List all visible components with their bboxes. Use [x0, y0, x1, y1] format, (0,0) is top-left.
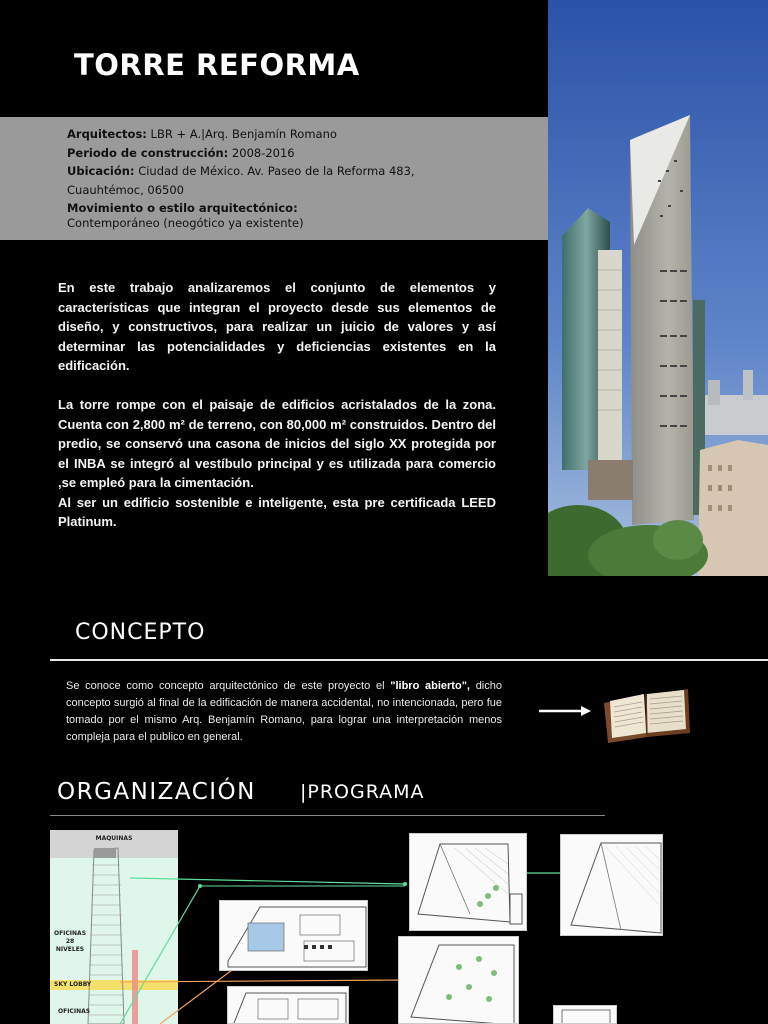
concept-divider [50, 659, 768, 661]
style-value: Contemporáneo (neogótico ya existente) [67, 216, 304, 230]
info-band [0, 117, 548, 240]
label-oficinas-niveles: NIVELES [55, 946, 85, 953]
floor-plan-4-drawing [399, 937, 519, 1024]
floor-plan-1 [409, 833, 527, 931]
label-oficinas-num: 28 [65, 938, 75, 945]
label-oficinas: OFICINAS [53, 930, 87, 937]
description-paragraph-3: Al ser un edificio sostenible e inteligente, esta pre certificada LEED Platinum. [58, 494, 496, 529]
style-row [67, 201, 527, 216]
floor-plan-5-drawing [228, 987, 349, 1024]
floor-plan-5 [227, 986, 349, 1024]
label-sky-lobby: SKY LOBBY [54, 981, 92, 988]
floor-plan-6 [553, 1005, 617, 1024]
program-subtitle: |PROGRAMA [300, 781, 425, 803]
location-label: Ubicación: [67, 164, 135, 178]
location-row [67, 162, 527, 181]
arrow-right-icon [537, 703, 593, 719]
description-paragraph-1: En este trabajo analizaremos el conjunto de elementos y características que integran el proyecto desde sus elementos de diseño, y constructivos, para realizar un juicio de valores y así determinar las potencialidades y deficiencias existentes en la edificación. [58, 280, 496, 373]
floor-plan-1-drawing [410, 834, 527, 931]
label-oficinas-lower: OFICINAS [58, 1008, 91, 1015]
floor-plan-6-drawing [554, 1006, 617, 1024]
description-paragraph-2: La torre rompe con el paisaje de edificios acristalados de la zona. Cuenta con 2,800 m² de terreno, con 80,000 m² construidos. Dentro del predio, se conservó una casona de inicios del siglo XX protegida por el INBA se integró al vestíbulo principal y es utilizada para comercio ,se empleó para la cimentación. [58, 397, 496, 490]
label-maquinas: MAQUINAS [95, 835, 133, 842]
floor-plan-3-drawing [220, 901, 368, 971]
location-value-2: Cuauhtémoc, 06500 [67, 182, 184, 197]
tower-photo-illustration [548, 0, 768, 576]
period-label: Periodo de construcción: [67, 145, 229, 160]
organization-divider [50, 815, 605, 816]
description [58, 278, 496, 551]
organization-title: ORGANIZACIÓN [57, 779, 256, 805]
concept-text-bold: "libro abierto", [390, 680, 470, 692]
info-list [67, 125, 527, 230]
concept-title: CONCEPTO [75, 620, 206, 645]
style-value-row [67, 216, 527, 230]
architects-value: LBR + A.|Arq. Benjamín Romano [146, 127, 337, 141]
floor-plan-2 [560, 834, 663, 936]
concept-text-b: dicho concepto surgió al final de la edificación de manera accidental, no intencionada, pero fue tomado por el mismo Arq. Benjamín Romano, para lograr una interpretación menos compleja para el publico en general. [66, 680, 502, 743]
period-row [67, 144, 527, 163]
location-value: Ciudad de México. Av. Paseo de la Reforma 483, [134, 164, 415, 178]
floor-plan-3 [219, 900, 368, 971]
tower-photo [548, 0, 768, 576]
location-row-2 [67, 181, 527, 200]
concept-text-a: Se conoce como concepto arquitectónico de este proyecto el [66, 680, 391, 692]
floor-plan-4 [398, 936, 519, 1024]
concept-text [66, 678, 502, 746]
style-label: Movimiento o estilo arquitectónico: [67, 201, 298, 215]
page-title: TORRE REFORMA [74, 48, 360, 82]
open-book-icon [600, 685, 694, 747]
period-value: 2008-2016 [228, 145, 295, 160]
architects-row [67, 125, 527, 144]
architects-label: Arquitectos: [67, 127, 147, 141]
floor-plan-2-drawing [561, 835, 663, 936]
